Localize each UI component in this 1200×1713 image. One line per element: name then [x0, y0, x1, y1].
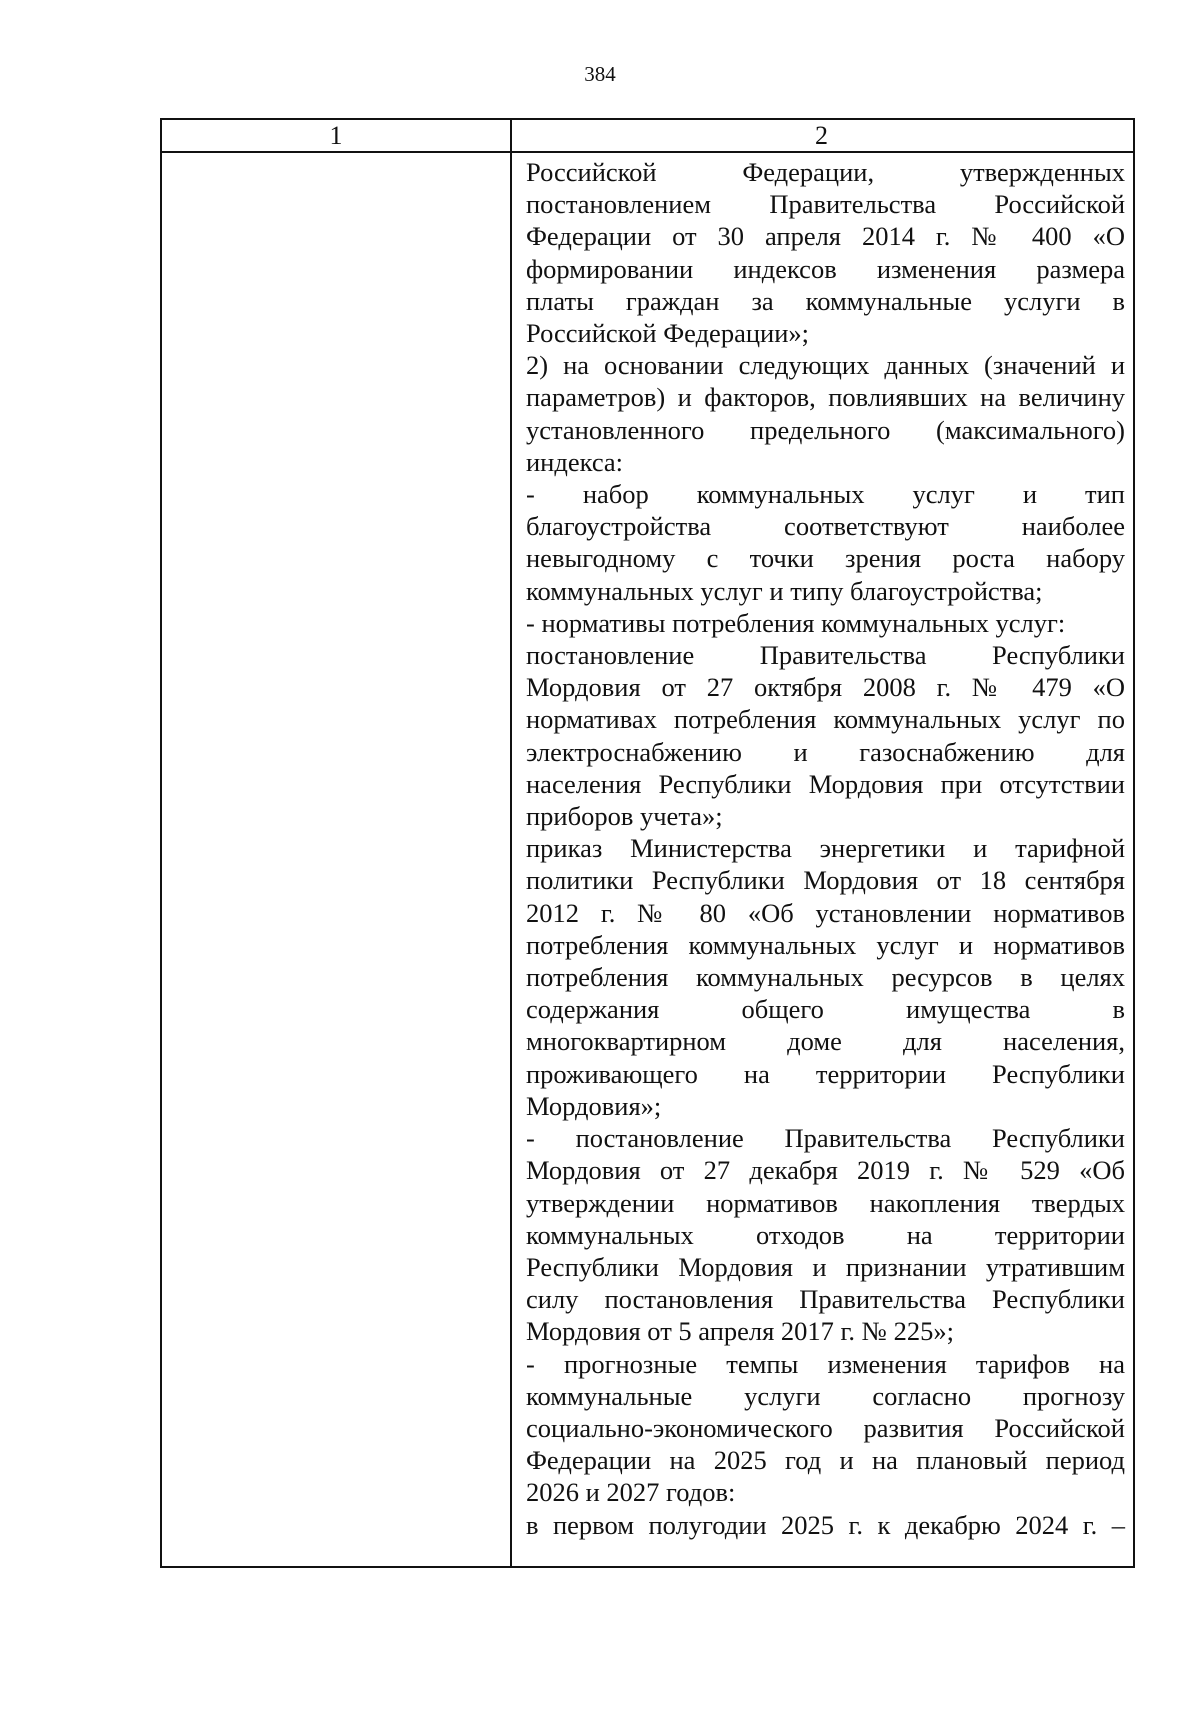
text-line: содержания общего имущества в [526, 994, 1125, 1025]
text-line: многоквартирном доме для населения, [526, 1026, 1125, 1057]
text-line: индекса: [526, 446, 624, 477]
text-line: - постановление Правительства Республики [526, 1123, 1125, 1154]
text-line: приборов учета»; [526, 801, 723, 832]
text-line: утверждении нормативов накопления твердых [526, 1187, 1125, 1218]
text-line: 2) на основании следующих данных (значений и [526, 350, 1125, 381]
content-cell [512, 156, 1133, 1566]
text-line: - прогнозные темпы изменения тарифов на [526, 1348, 1125, 1379]
text-line: постановлением Правительства Российской [526, 189, 1125, 220]
text-line: - нормативы потребления коммунальных услуг: [526, 607, 1066, 638]
text-line: коммунальных отходов на территории [526, 1219, 1125, 1250]
text-line: населения Республики Мордовия при отсутствии [526, 768, 1125, 799]
column-header-1: 1 [329, 121, 343, 150]
text-line: постановление Правительства Республики [526, 640, 1125, 671]
page-number: 384 [584, 62, 616, 86]
text-line: Мордовия от 27 декабря 2019 г. № 529 «Об [526, 1155, 1125, 1186]
text-line: политики Республики Мордовия от 18 сентября [526, 865, 1125, 896]
text-line: потребления коммунальных ресурсов в целях [526, 962, 1125, 993]
text-line: Республики Мордовия и признании утратившим [526, 1251, 1125, 1282]
text-line: формировании индексов изменения размера [526, 253, 1125, 284]
text-line: электроснабжению и газоснабжению для [526, 736, 1125, 767]
text-line: Мордовия от 27 октября 2008 г. № 479 «О [526, 672, 1125, 703]
text-line: установленного предельного (максимального) [526, 414, 1125, 445]
text-line: проживающего на территории Республики [526, 1058, 1125, 1089]
column-header-2: 2 [815, 121, 828, 150]
text-line: Российской Федерации, утвержденных [526, 157, 1125, 187]
text-line: - набор коммунальных услуг и тип [526, 479, 1125, 510]
text-line: платы граждан за коммунальные услуги в [526, 285, 1125, 316]
text-line: Мордовия от 5 апреля 2017 г. № 225»; [526, 1316, 954, 1347]
text-line: 2012 г. № 80 «Об установлении нормативов [526, 897, 1125, 928]
text-line: Федерации от 30 апреля 2014 г. № 400 «О [526, 221, 1125, 252]
text-line: приказ Министерства энергетики и тарифной [526, 833, 1125, 864]
text-line: коммунальных услуг и типу благоустройства; [526, 575, 1043, 606]
text-line: Мордовия»; [526, 1090, 662, 1121]
text-line: параметров) и факторов, повлиявших на величину [526, 382, 1125, 413]
text-line: невыгодному с точки зрения роста набору [526, 543, 1125, 574]
text-line: Федерации на 2025 год и на плановый период [526, 1445, 1125, 1476]
text-line: благоустройства соответствуют наиболее [526, 511, 1125, 542]
text-line: нормативах потребления коммунальных услуг по [526, 704, 1125, 735]
text-line: социально-экономического развития Российской [526, 1412, 1125, 1443]
text-line: коммунальные услуги согласно прогнозу [526, 1380, 1125, 1411]
text-line: силу постановления Правительства Республики [526, 1284, 1125, 1315]
table-header-row [162, 120, 1133, 153]
text-line: Российской Федерации»; [526, 318, 809, 349]
text-line: 2026 и 2027 годов: [526, 1477, 736, 1508]
document-table [160, 118, 1135, 1568]
text-line: в первом полугодии 2025 г. к декабрю 2024 г. – [526, 1509, 1125, 1540]
text-line: потребления коммунальных услуг и нормативов [526, 929, 1125, 960]
